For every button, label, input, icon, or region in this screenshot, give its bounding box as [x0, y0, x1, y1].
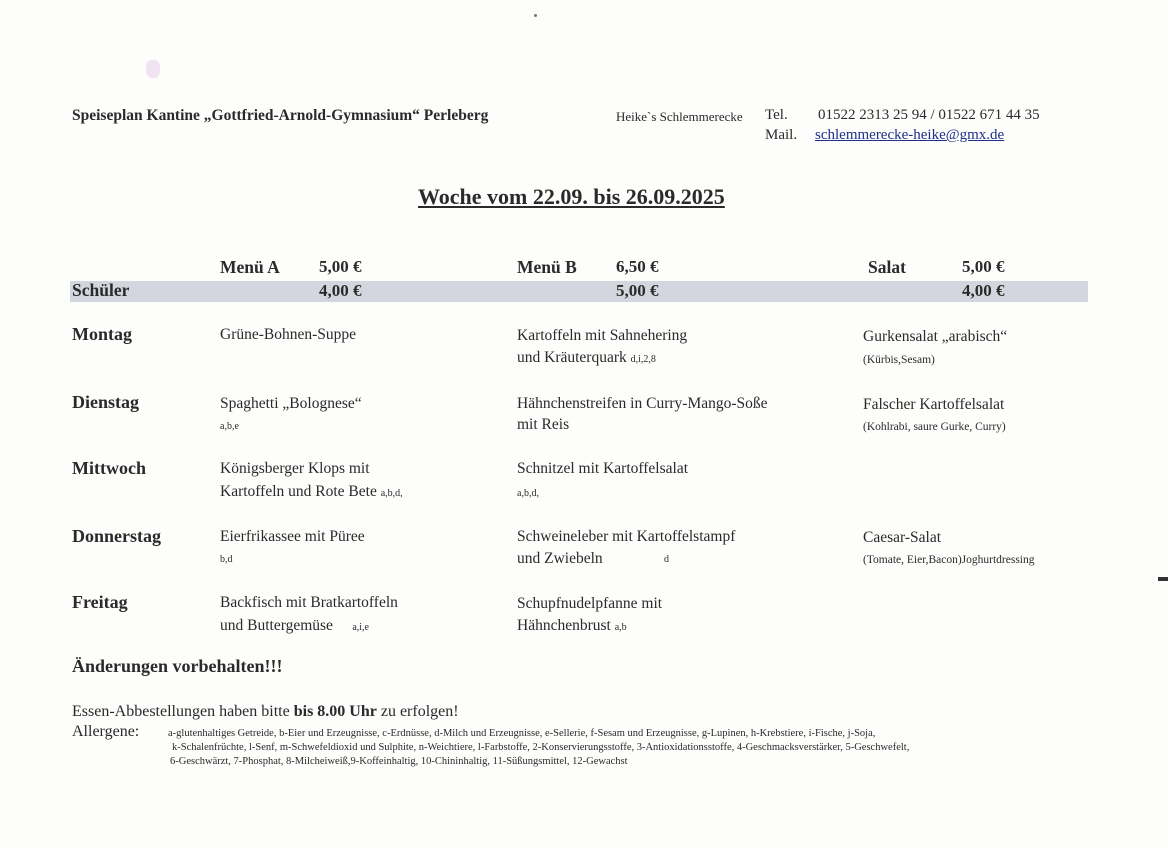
cancellation-notice: Essen-Abbestellungen haben bitte bis 8.00 Uhr zu erfolgen!: [72, 703, 459, 720]
thursday-menu-a: Eierfrikassee mit Püree: [220, 528, 365, 545]
salad-price: 5,00 €: [962, 257, 1005, 276]
thursday-salad-note: (Tomate, Eier,Bacon)Joghurtdressing: [863, 554, 1035, 566]
monday-salad-note: (Kürbis,Sesam): [863, 354, 935, 366]
week-heading: Woche vom 22.09. bis 26.09.2025: [418, 184, 725, 209]
tuesday-salad-note: (Kohlrabi, saure Gurke, Curry): [863, 421, 1006, 433]
menu-b-student-price: 5,00 €: [616, 281, 659, 300]
mail-label: Mail.: [765, 127, 798, 143]
thursday-menu-b-line2: und Zwiebeln: [517, 550, 603, 567]
scan-dot: [534, 14, 537, 17]
menu-b-price: 6,50 €: [616, 257, 659, 276]
monday-menu-b-allergens: d,i,2,8: [630, 354, 656, 365]
scan-smudge: [146, 60, 160, 78]
day-friday: Freitag: [72, 592, 128, 612]
document-title: Speiseplan Kantine „Gottfried-Arnold-Gymnasium“ Perleberg: [72, 107, 489, 124]
allergens-legend-line1: a-glutenhaltiges Getreide, b-Eier und Erzeugnisse, c-Erdnüsse, d-Milch und Erzeugnisse, e-Sellerie, f-Sesam und Erzeugnisse, g-Lupinen, h-Krebstiere, i-Fische, j-Soja,: [168, 728, 876, 739]
cancellation-deadline: bis 8.00 Uhr: [293, 703, 377, 720]
allergens-legend-line2: k-Schalenfrüchte, l-Senf, m-Schwefeldioxid und Sulphite, n-Weichtiere, l-Farbstoffe, 2-Konservierungsstoffe, 3-Antioxidationsstoffe, 4-Geschmacksverstärker, 5-Geschwefelt,: [172, 742, 910, 753]
menu-b-label: Menü B: [517, 257, 577, 277]
monday-salad: Gurkensalat „arabisch“: [863, 328, 1008, 345]
allergens-legend-line3: 6-Geschwärzt, 7-Phosphat, 8-Milcheiweiß,9-Koffeinhaltig, 10-Chininhaltig, 11-Süßungsmittel, 12-Gewachst: [170, 756, 628, 767]
day-monday: Montag: [72, 324, 132, 344]
tuesday-salad: Falscher Kartoffelsalat: [863, 396, 1005, 413]
friday-menu-a-line2: und Buttergemüse a,i,e: [220, 617, 369, 634]
tuesday-menu-a-allergens: a,b,e: [220, 421, 239, 432]
tuesday-menu-b-line1: Hähnchenstreifen in Curry-Mango-Soße: [517, 395, 768, 412]
thursday-menu-b-allergens: d: [664, 554, 669, 565]
thursday-salad: Caesar-Salat: [863, 529, 942, 546]
scan-mark: [1158, 577, 1168, 581]
wednesday-menu-a-line1: Königsberger Klops mit: [220, 460, 370, 477]
wednesday-menu-a-allergens: a,b,d,: [380, 488, 403, 499]
student-label: Schüler: [72, 280, 130, 300]
friday-menu-b-line1: Schupfnudelpfanne mit: [517, 595, 663, 612]
menu-a-student-price: 4,00 €: [319, 281, 362, 300]
wednesday-menu-b: Schnitzel mit Kartoffelsalat: [517, 460, 689, 477]
tuesday-menu-b-line2: mit Reis: [517, 416, 570, 433]
tuesday-menu-a: Spaghetti „Bolognese“: [220, 395, 362, 412]
mail-link[interactable]: schlemmerecke-heike@gmx.de: [815, 127, 1005, 143]
student-price-band: [70, 281, 1088, 302]
menu-a-price: 5,00 €: [319, 257, 362, 276]
friday-menu-a-allergens: a,i,e: [352, 622, 369, 633]
allergens-legend: [168, 727, 1068, 769]
wednesday-menu-a-line2: Kartoffeln und Rote Bete a,b,d,: [220, 483, 403, 500]
salad-student-price: 4,00 €: [962, 281, 1005, 300]
wednesday-menu-b-allergens: a,b,d,: [517, 488, 539, 499]
thursday-menu-b-line1: Schweineleber mit Kartoffelstampf: [517, 528, 736, 545]
thursday-menu-a-allergens: b,d: [220, 554, 233, 565]
menu-a-label: Menü A: [220, 257, 280, 277]
salad-label: Salat: [868, 257, 906, 277]
monday-menu-b-line1: Kartoffeln mit Sahnehering: [517, 327, 688, 344]
monday-menu-b-line2: und Kräuterquark d,i,2,8: [517, 349, 656, 366]
monday-menu-a: Grüne-Bohnen-Suppe: [220, 326, 357, 343]
tel-number: 01522 2313 25 94 / 01522 671 44 35: [818, 107, 1040, 123]
changes-notice: Änderungen vorbehalten!!!: [72, 656, 283, 676]
shop-name: Heike`s Schlemmerecke: [616, 109, 743, 124]
tel-label: Tel.: [765, 107, 788, 123]
day-thursday: Donnerstag: [72, 526, 161, 546]
friday-menu-b-line2: Hähnchenbrust a,b: [517, 617, 627, 634]
day-wednesday: Mittwoch: [72, 458, 146, 478]
day-tuesday: Dienstag: [72, 392, 139, 412]
allergens-label: Allergene:: [72, 723, 140, 740]
friday-menu-a-line1: Backfisch mit Bratkartoffeln: [220, 594, 398, 611]
friday-menu-b-allergens: a,b: [614, 622, 627, 633]
